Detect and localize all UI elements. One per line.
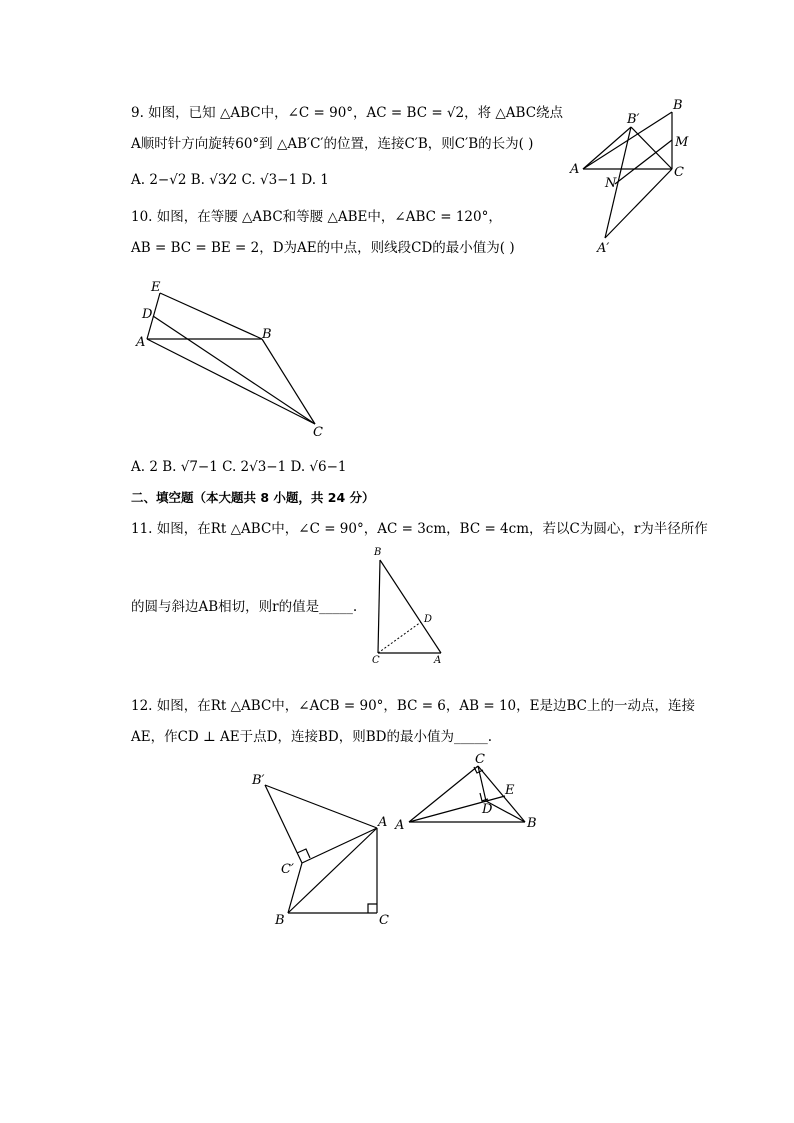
section2-heading: 二、填空题（本大题共 8 小题，共 24 分） [131, 490, 375, 505]
q11-label-B: B [374, 547, 382, 558]
q10-line2: AB = BC = BE = 2，D为AE的中点，则线段CD的最小值为( ) [131, 240, 515, 256]
q9-label-B: B [673, 98, 683, 113]
q10-line1: 10. 如图，在等腰 △ABC和等腰 △ABE中，∠ABC = 120°， [131, 209, 502, 225]
q11-label-C: C [372, 655, 380, 666]
q10-options: A. 2 B. √7−1 C. 2√3−1 D. √6−1 [131, 459, 347, 475]
q12-right-label-A: A [395, 818, 405, 833]
q11-line1: 11. 如图，在Rt △ABC中，∠C = 90°，AC = 3cm，BC = 4cm，若以C为圆心，r为半径所作 [131, 521, 708, 537]
q10-label-C: C [313, 425, 323, 440]
q9-label-A: A [570, 162, 580, 177]
q9-label-Bp: B′ [627, 112, 640, 127]
q9-label-Ap: A′ [597, 241, 610, 256]
q10-label-B: B [262, 327, 272, 342]
q10-label-A: A [136, 335, 146, 350]
q11-label-D: D [424, 614, 433, 625]
q11-line2: 的圆与斜边AB相切，则r的值是_____. [131, 599, 358, 615]
q9-label-N: N [605, 176, 617, 191]
q12-right-label-E: E [505, 783, 515, 798]
q11-label-A: A [434, 655, 442, 666]
q12-left-label-Cp: C′ [281, 862, 294, 877]
q12-right-label-D: D [482, 802, 493, 817]
q9-label-C: C [674, 165, 684, 180]
q12-line2: AE，作CD ⊥ AE于点D，连接BD，则BD的最小值为_____. [131, 729, 492, 745]
q12-right-label-C: C [475, 752, 485, 767]
q12-left-label-A: A [378, 815, 388, 830]
q9-line2: A顺时针方向旋转60°到 △AB′C′的位置，连接C′B，则C′B的长为( ) [131, 136, 534, 152]
q12-left-label-C: C [379, 913, 389, 928]
q10-label-E: E [151, 280, 161, 295]
q10-label-D: D [142, 307, 153, 322]
q12-left-label-Bp: B′ [252, 773, 265, 788]
q9-line1: 9. 如图，已知 △ABC中，∠C = 90°，AC = BC = √2，将 △ABC绕点 [131, 105, 564, 121]
q9-label-M: M [675, 135, 689, 150]
q12-right-label-B: B [527, 816, 537, 831]
q9-options: A. 2−√2 B. √3⁄2 C. √3−1 D. 1 [131, 172, 329, 188]
q12-left-label-B: B [275, 913, 285, 928]
q12-line1: 12. 如图，在Rt △ABC中，∠ACB = 90°，BC = 6，AB = 10，E是边BC上的一动点，连接 [131, 698, 695, 714]
